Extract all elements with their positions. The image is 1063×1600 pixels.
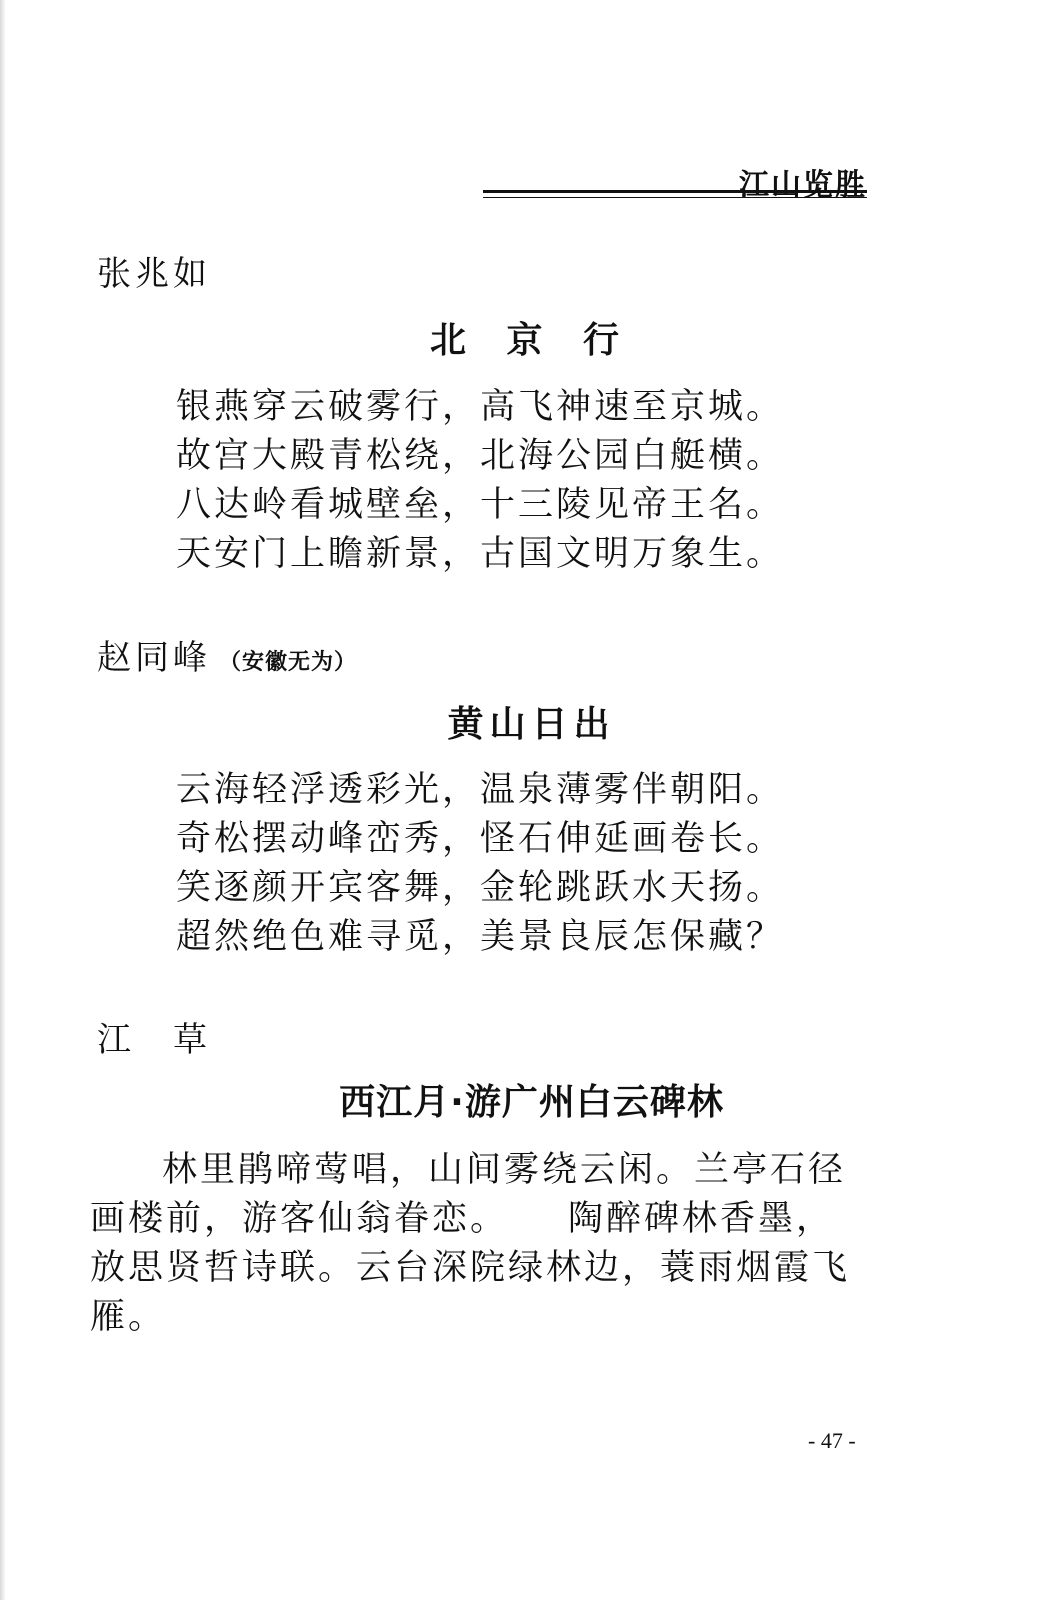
verse-line: 云海轻浮透彩光，温泉薄雾伴朝阳。 bbox=[176, 770, 785, 810]
verse-line: 奇松摆动峰峦秀，怪石伸延画卷长。 bbox=[176, 819, 785, 859]
header-rule-thin bbox=[483, 197, 867, 198]
poem-title: 黄山日出 bbox=[447, 704, 616, 745]
prose-stanza-1: 林里鹃啼莺唱，山间雾绕云闲。兰亭石径画楼前，游客仙翁眷恋。 bbox=[90, 1150, 847, 1239]
page-edge bbox=[0, 0, 6, 1600]
header-rule bbox=[483, 190, 867, 193]
verse-line: 银燕穿云破雾行，高飞神速至京城。 bbox=[176, 387, 785, 427]
verse-line: 八达岭看城壁垒，十三陵见帝王名。 bbox=[176, 485, 785, 525]
poem-title: 北 京 行 bbox=[429, 320, 634, 361]
author-name bbox=[97, 246, 211, 295]
author-location-note: （安徽无为） bbox=[219, 650, 358, 675]
poem-title: 西江月·游广州白云碑林 bbox=[339, 1082, 724, 1123]
prose-stanza-2: 陶醉碑林香墨，放思贤哲诗联。云台深院绿林边，蓑雨烟霞飞雁。 bbox=[90, 1199, 851, 1337]
author-name-text: 张兆如 bbox=[97, 254, 211, 294]
poem-verse bbox=[176, 383, 816, 579]
verse-line: 故宫大殿青松绕，北海公园白艇横。 bbox=[176, 436, 785, 476]
section-header: 江山览胜 bbox=[739, 168, 867, 203]
verse-line: 天安门上瞻新景，古国文明万象生。 bbox=[176, 534, 785, 574]
author-name bbox=[97, 1012, 211, 1061]
poem-verse bbox=[176, 766, 816, 962]
verse-line: 超然绝色难寻觅，美景良辰怎保藏？ bbox=[176, 917, 785, 957]
author-name-text: 江 草 bbox=[97, 1020, 211, 1060]
author-name-text: 赵同峰 bbox=[97, 638, 211, 678]
author-name bbox=[97, 630, 357, 679]
poem-prose bbox=[90, 1146, 870, 1342]
page-number: - 47 - bbox=[808, 1428, 856, 1453]
verse-line: 笑逐颜开宾客舞，金轮跳跃水天扬。 bbox=[176, 868, 785, 908]
